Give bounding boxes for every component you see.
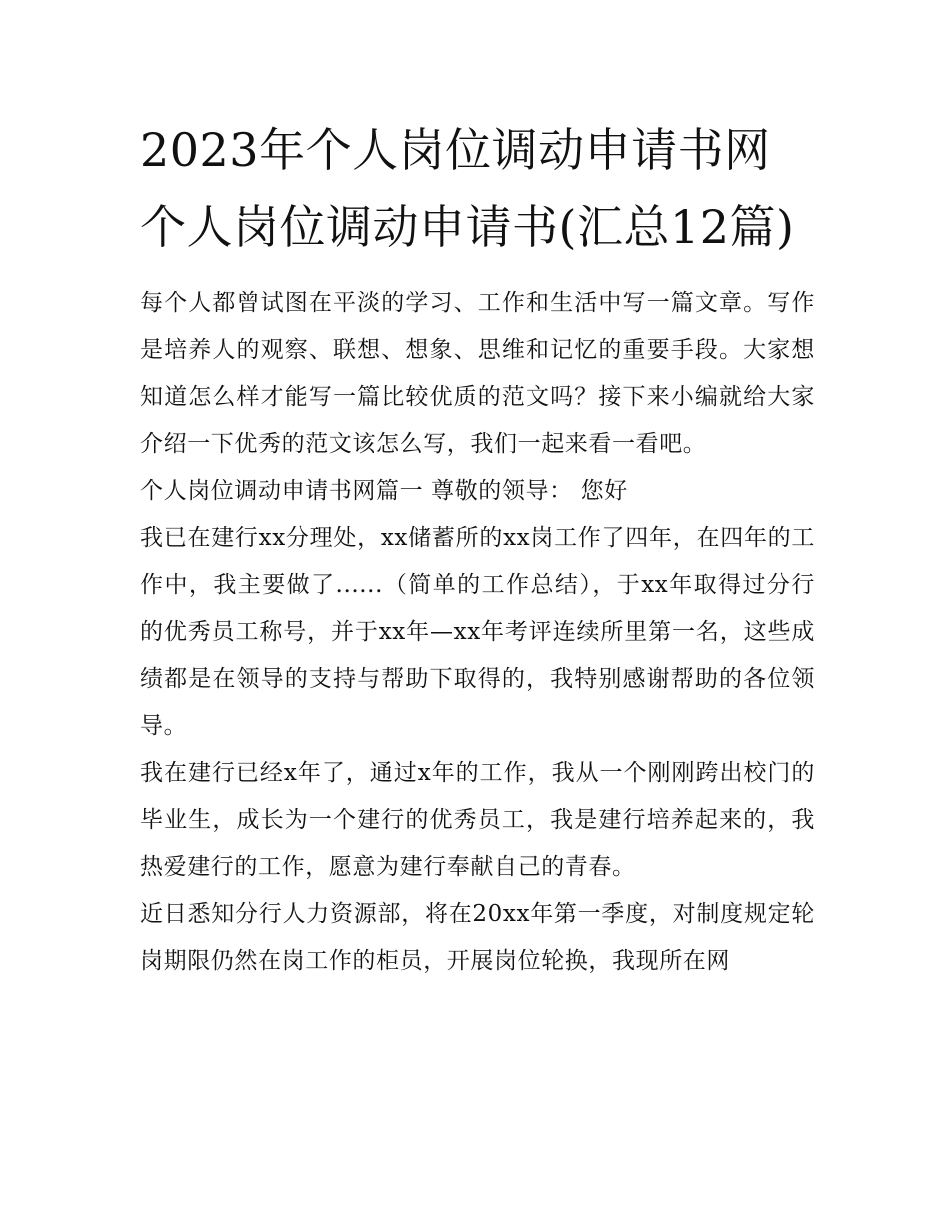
document-title: 2023年个人岗位调动申请书网 个人岗位调动申请书(汇总12篇) bbox=[140, 123, 795, 254]
section-heading-paragraph: 个人岗位调动申请书网篇一 尊敬的领导： 您好 bbox=[140, 478, 628, 504]
intro-paragraph: 每个人都曾试图在平淡的学习、工作和生活中写一篇文章。写作是培养人的观察、联想、想象、思维和记忆的重要手段。大家想知道怎么样才能写一篇比较优质的范文吗？接下来小编就给大家介绍一下优秀的范文该怎么写，我们一起来看一看吧。 bbox=[140, 290, 815, 457]
body-paragraph: 近日悉知分行人力资源部，将在20xx年第一季度，对制度规定轮岗期限仍然在岗工作的柜员，开展岗位轮换，我现所在网 bbox=[140, 901, 815, 974]
body-paragraph: 我已在建行xx分理处，xx储蓄所的xx岗工作了四年，在四年的工作中，我主要做了......（简单的工作总结），于xx年取得过分行的优秀员工称号，并于xx年—xx年考评连续所里第一名，这些成绩都是在领导的支持与帮助下取得的，我特别感谢帮助的各位领导。 bbox=[140, 525, 815, 739]
body-paragraph: 我在建行已经x年了，通过x年的工作，我从一个刚刚跨出校门的毕业生，成长为一个建行的优秀员工，我是建行培养起来的，我热爱建行的工作，愿意为建行奉献自己的青春。 bbox=[140, 760, 815, 880]
document-body bbox=[140, 112, 815, 985]
